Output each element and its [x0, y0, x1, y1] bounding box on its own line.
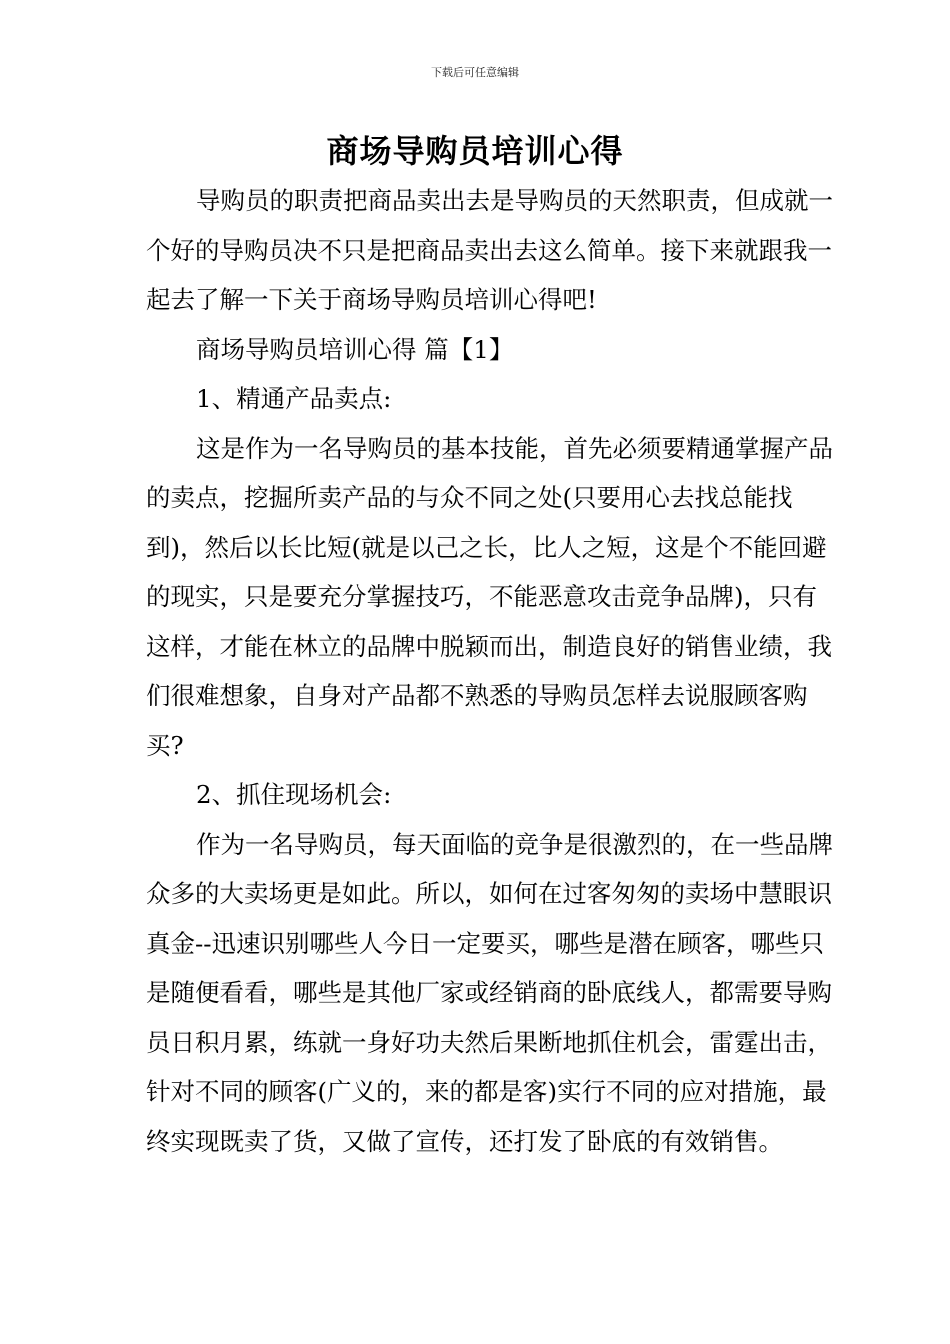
page-header-note: 下载后可任意编辑	[431, 66, 519, 79]
document-title: 商场导购员培训心得	[326, 132, 624, 170]
document-body	[146, 176, 836, 1166]
point-heading-2: 2、抓住现场机会:	[196, 780, 392, 809]
point-paragraph-2: 作为一名导购员，每天面临的竞争是很激烈的，在一些品牌众多的大卖场更是如此。所以，如何在过客匆匆的卖场中慧眼识真金--迅速识别哪些人今日一定要买，哪些是潜在顾客，哪些只是随便看看，哪些是其他厂家或经销商的卧底线人，都需要导购员日积月累，练就一身好功夫然后果断地抓住机会，雷霆出击，针对不同的顾客(广义的，来的都是客)实行不同的应对措施，最终实现既卖了货，又做了宣传，还打发了卧底的有效销售。	[146, 829, 833, 1156]
section-heading: 商场导购员培训心得 篇【1】	[196, 334, 514, 364]
point-paragraph-1: 这是作为一名导购员的基本技能，首先必须要精通掌握产品的卖点，挖掘所卖产品的与众不同之处(只要用心去找总能找到)，然后以长比短(就是以己之长，比人之短，这是个不能回避的现实，只是要充分掌握技巧，不能恶意攻击竞争品牌)，只有这样，才能在林立的品牌中脱颖而出，制造良好的销售业绩，我们很难想象，自身对产品都不熟悉的导购员怎样去说服顾客购买?	[146, 433, 833, 760]
point-heading-1: 1、精通产品卖点:	[196, 384, 392, 413]
intro-paragraph: 导购员的职责把商品卖出去是导购员的天然职责，但成就一个好的导购员决不只是把商品卖出去这么简单。接下来就跟我一起去了解一下关于商场导购员培训心得吧!	[146, 186, 833, 314]
